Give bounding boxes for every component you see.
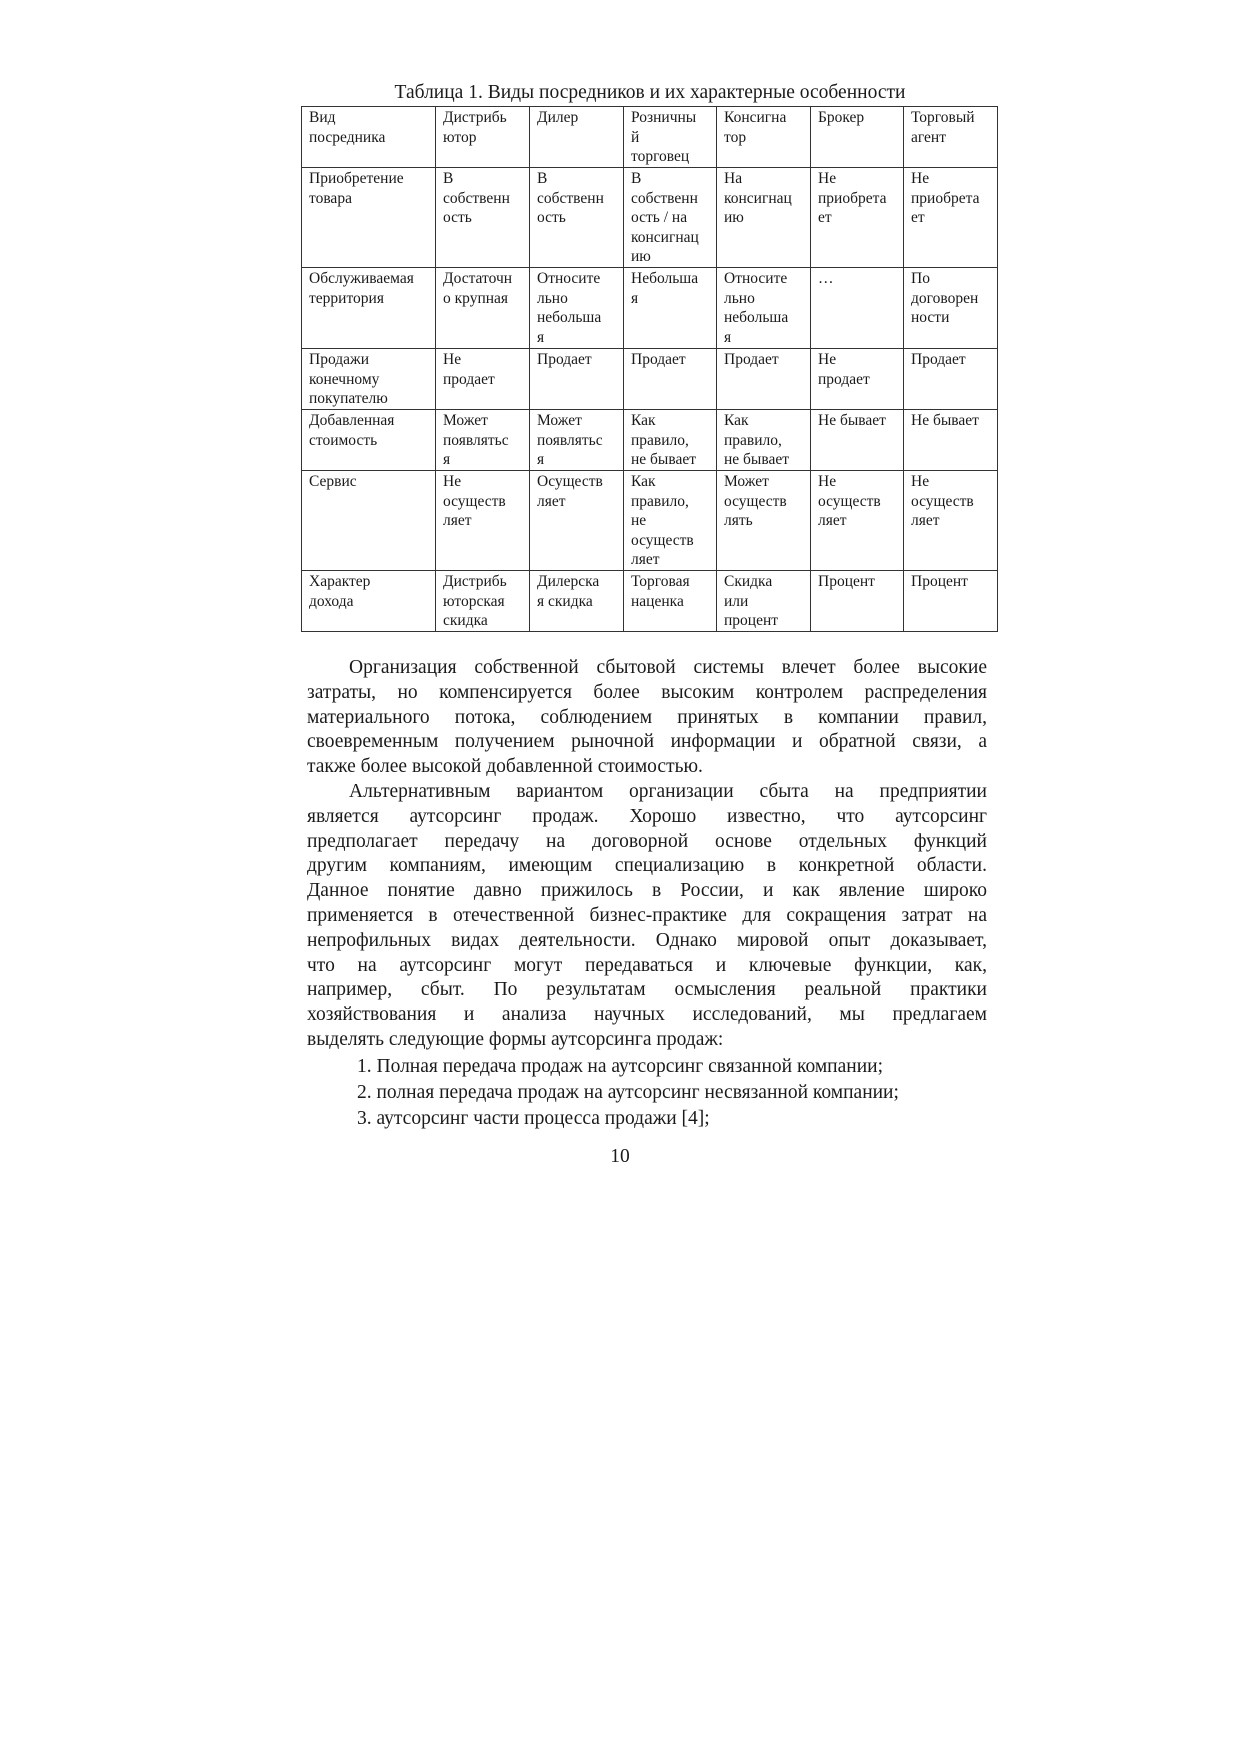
table-cell: Процент <box>904 571 998 632</box>
table-cell: По договорен ности <box>904 268 998 349</box>
table-cell: Не осуществ ляет <box>436 471 530 571</box>
text-line: также более высокой добавленной стоимостью. <box>307 756 703 778</box>
outsourcing-forms-list <box>357 1054 987 1132</box>
text-line: Данное понятие давно прижилось в России, и как явление широко <box>307 880 987 902</box>
table-cell: Дистрибь юторская скидка <box>436 571 530 632</box>
paragraph-own-sales-system <box>307 656 987 780</box>
table-cell: Может осуществ лять <box>717 471 811 571</box>
table-cell: Как правило, не осуществ ляет <box>624 471 717 571</box>
row-label-cell: Обслуживаемая территория <box>302 268 436 349</box>
text-line: другим компаниям, имеющим специализацию в конкретной области. <box>307 855 987 877</box>
intermediaries-table <box>301 106 998 632</box>
header-cell: Дистрибь ютор <box>436 107 530 168</box>
text-line: предполагает передачу на договорной основе отдельных функций <box>307 830 987 852</box>
text-line: является аутсорсинг продаж. Хорошо известно, что аутсорсинг <box>307 805 987 827</box>
table-cell: Не продает <box>436 349 530 410</box>
table-cell: Не бывает <box>811 410 904 471</box>
paragraph-outsourcing <box>307 780 987 1053</box>
table-cell: Продает <box>717 349 811 410</box>
table-cell: Продает <box>624 349 717 410</box>
table-cell: Как правило, не бывает <box>624 410 717 471</box>
table-cell: В собственн ость <box>436 168 530 268</box>
table-cell: В собственн ость / на консигнац ию <box>624 168 717 268</box>
row-label-cell: Продажи конечному покупателю <box>302 349 436 410</box>
table-cell: Не приобрета ет <box>811 168 904 268</box>
text-line: материального потока, соблюдением принятых в компании правил, <box>307 706 987 728</box>
list-item: 2. полная передача продаж на аутсорсинг несвязанной компании; <box>357 1082 899 1103</box>
table-cell: Дилерска я скидка <box>530 571 624 632</box>
row-label-cell: Сервис <box>302 471 436 571</box>
header-cell: Торговый агент <box>904 107 998 168</box>
table-cell: Относите льно небольша я <box>530 268 624 349</box>
table-cell: Процент <box>811 571 904 632</box>
table-caption <box>300 82 1000 104</box>
table-cell: На консигнац ию <box>717 168 811 268</box>
table-cell: Не приобрета ет <box>904 168 998 268</box>
list-item: 1. Полная передача продаж на аутсорсинг связанной компании; <box>357 1056 883 1077</box>
page-number: 10 <box>610 1146 630 1167</box>
text-line: что на аутсорсинг могут передаваться и ключевые функции, как, <box>307 954 987 976</box>
text-line: Организация собственной сбытовой системы влечет более высокие <box>349 657 987 678</box>
table-cell: Торговая наценка <box>624 571 717 632</box>
row-label-cell: Приобретение товара <box>302 168 436 268</box>
table-row <box>302 349 998 410</box>
row-label-cell: Характер дохода <box>302 571 436 632</box>
table-cell: Скидка или процент <box>717 571 811 632</box>
header-cell: Вид посредника <box>302 107 436 168</box>
table-cell: Продает <box>904 349 998 410</box>
table-cell: Не продает <box>811 349 904 410</box>
table-cell: Достаточн о крупная <box>436 268 530 349</box>
table-cell: Как правило, не бывает <box>717 410 811 471</box>
text-line: затраты, но компенсируется более высоким контролем распределения <box>307 681 987 703</box>
header-cell: Брокер <box>811 107 904 168</box>
text-line: применяется в отечественной бизнес-практике для сокращения затрат на <box>307 904 987 926</box>
header-cell: Розничны й торговец <box>624 107 717 168</box>
text-line: выделять следующие формы аутсорсинга продаж: <box>307 1028 724 1050</box>
table-row <box>302 410 998 471</box>
table-cell: Небольша я <box>624 268 717 349</box>
text-line: например, сбыт. По результатам осмысления реальной практики <box>307 979 987 1001</box>
table-row <box>302 571 998 632</box>
table-row <box>302 268 998 349</box>
header-cell: Дилер <box>530 107 624 168</box>
text-line: хозяйствования и анализа научных исследований, мы предлагаем <box>307 1004 987 1026</box>
header-cell: Консигна тор <box>717 107 811 168</box>
table-cell: Не бывает <box>904 410 998 471</box>
text-line: своевременным получением рыночной информации и обратной связи, а <box>307 731 987 753</box>
text-line: непрофильных видах деятельности. Однако мировой опыт доказывает, <box>307 929 987 951</box>
table-row <box>302 168 998 268</box>
text-line: Альтернативным вариантом организации сбыта на предприятии <box>349 781 987 802</box>
table-cell: Осуществ ляет <box>530 471 624 571</box>
table-cell: Не осуществ ляет <box>811 471 904 571</box>
table-cell: Относите льно небольша я <box>717 268 811 349</box>
table-header-row <box>302 107 998 168</box>
table-cell: Может появлятьс я <box>530 410 624 471</box>
table-caption-text: Таблица 1. Виды посредников и их характерные особенности <box>394 82 906 103</box>
table-cell: В собственн ость <box>530 168 624 268</box>
row-label-cell: Добавленная стоимость <box>302 410 436 471</box>
table-cell: Может появлятьс я <box>436 410 530 471</box>
table-cell: Не осуществ ляет <box>904 471 998 571</box>
table-cell: Продает <box>530 349 624 410</box>
table-cell: … <box>811 268 904 349</box>
list-item: 3. аутсорсинг части процесса продажи [4]; <box>357 1108 710 1129</box>
table-row <box>302 471 998 571</box>
